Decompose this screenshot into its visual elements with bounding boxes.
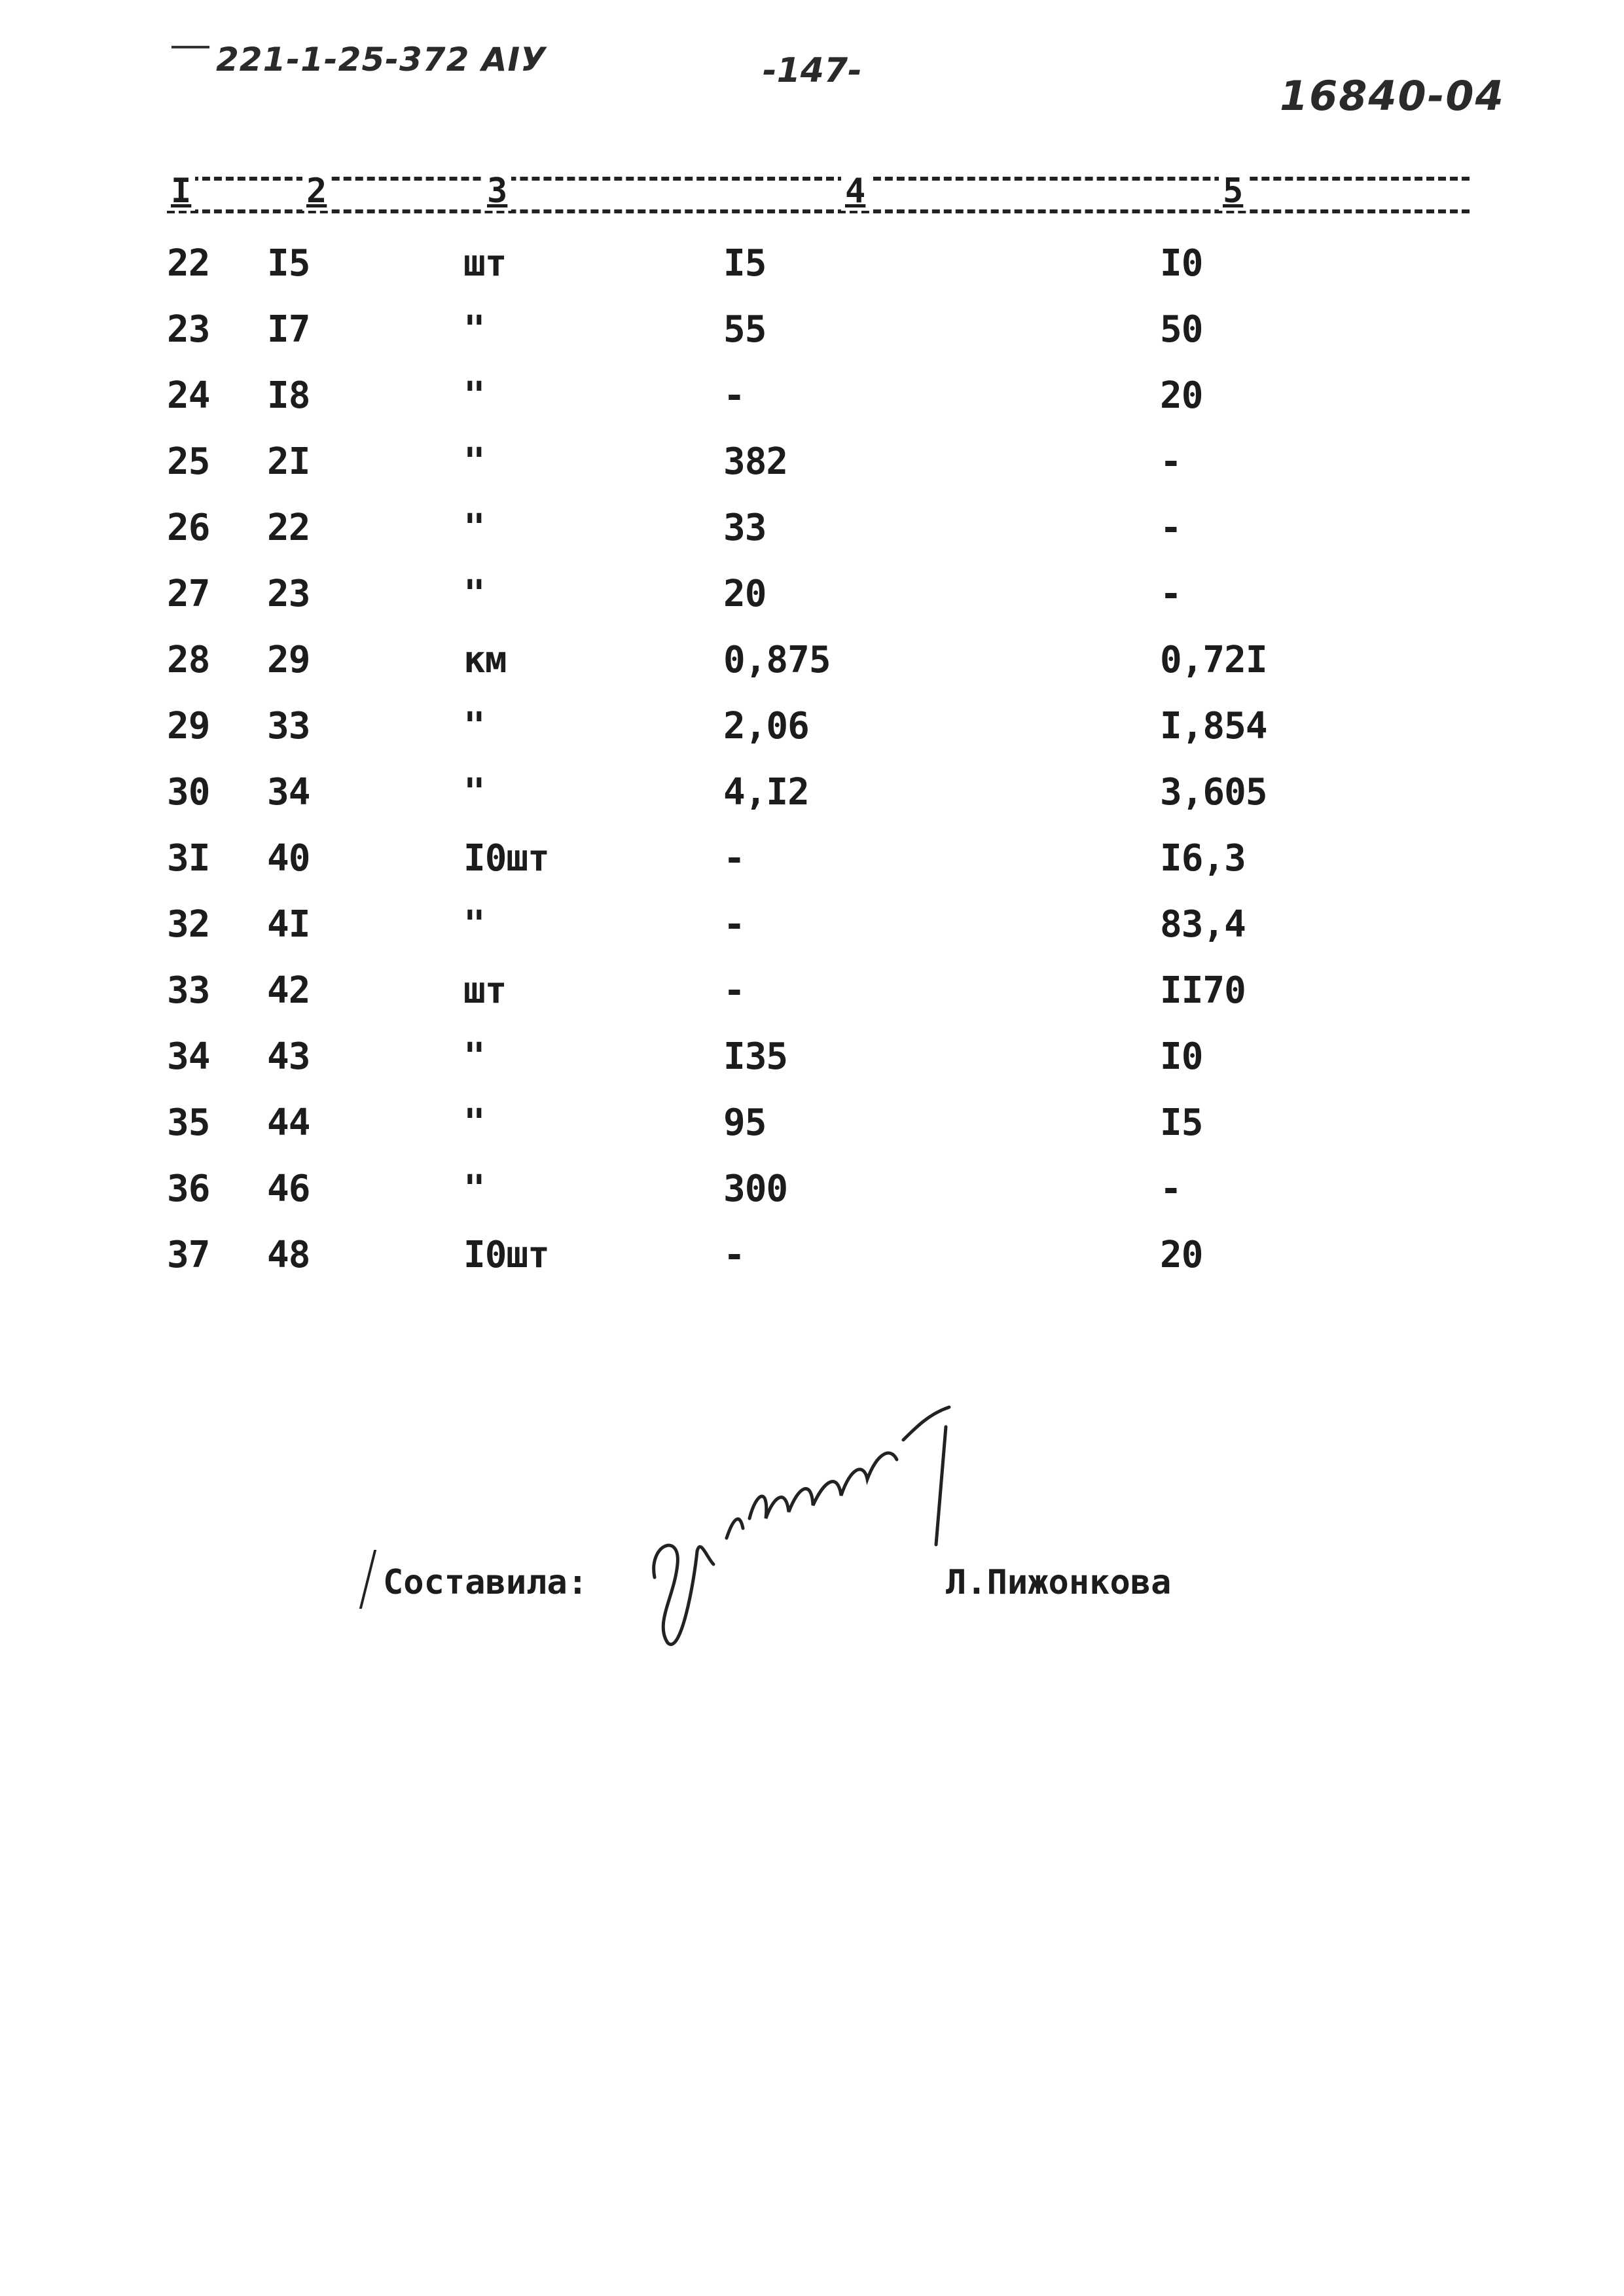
table-cell-col4: 20 <box>723 573 767 615</box>
header-rule-bottom <box>167 209 1470 213</box>
table-cell-col2: 42 <box>267 969 310 1012</box>
table-cell-col4: 33 <box>723 507 767 549</box>
table-cell-col4: 4,I2 <box>723 771 809 814</box>
table-cell-col4: - <box>723 1234 745 1276</box>
table-cell-col5: I0 <box>1160 1035 1203 1078</box>
compiled-by-label: Составила: <box>383 1563 588 1602</box>
column-header-1: I <box>167 171 195 211</box>
handwritten-signature <box>641 1388 1060 1662</box>
table-cell-col4: 382 <box>723 440 788 483</box>
table-cell-col1: 29 <box>167 705 210 747</box>
table-cell-col5: - <box>1160 1168 1182 1210</box>
column-header-3: 3 <box>483 171 511 211</box>
table-cell-col5: - <box>1160 507 1182 549</box>
column-header-2: 2 <box>302 171 331 211</box>
table-cell-col5: - <box>1160 573 1182 615</box>
table-cell-col1: 24 <box>167 374 210 417</box>
table-cell-col5: I0 <box>1160 242 1203 285</box>
table-cell-col2: 29 <box>267 639 310 681</box>
table-cell-col3: " <box>463 573 485 615</box>
table-cell-col1: 36 <box>167 1168 210 1210</box>
header-dash <box>171 46 209 48</box>
table-cell-col2: 40 <box>267 837 310 880</box>
table-cell-col4: I35 <box>723 1035 788 1078</box>
table-cell-col1: 35 <box>167 1102 210 1144</box>
table-cell-col2: 33 <box>267 705 310 747</box>
table-cell-col2: 2I <box>267 440 310 483</box>
table-cell-col5: I5 <box>1160 1102 1203 1144</box>
table-cell-col4: - <box>723 903 745 946</box>
table-cell-col4: - <box>723 837 745 880</box>
table-cell-col1: 34 <box>167 1035 210 1078</box>
table-cell-col3: " <box>463 308 485 351</box>
table-cell-col5: I,854 <box>1160 705 1267 747</box>
table-cell-col1: 25 <box>167 440 210 483</box>
table-cell-col3: " <box>463 903 485 946</box>
table-cell-col2: 43 <box>267 1035 310 1078</box>
table-cell-col3: " <box>463 1035 485 1078</box>
archive-number: 16840-04 <box>1280 72 1505 120</box>
compiler-name: Л.Пижонкова <box>946 1563 1172 1602</box>
column-header-5: 5 <box>1219 171 1247 211</box>
table-cell-col3: " <box>463 507 485 549</box>
slash-mark <box>359 1550 376 1609</box>
table-cell-col4: 0,875 <box>723 639 831 681</box>
table-cell-col2: 22 <box>267 507 310 549</box>
table-cell-col5: 50 <box>1160 308 1203 351</box>
table-cell-col1: 28 <box>167 639 210 681</box>
table-cell-col5: I6,3 <box>1160 837 1246 880</box>
table-cell-col3: км <box>463 639 507 681</box>
table-cell-col2: I8 <box>267 374 310 417</box>
table-cell-col4: I5 <box>723 242 767 285</box>
column-header-4: 4 <box>841 171 869 211</box>
table-cell-col1: 32 <box>167 903 210 946</box>
table-cell-col3: шт <box>463 969 507 1012</box>
table-cell-col5: II70 <box>1160 969 1246 1012</box>
table-cell-col3: " <box>463 1102 485 1144</box>
table-cell-col2: 23 <box>267 573 310 615</box>
table-cell-col5: - <box>1160 440 1182 483</box>
table-cell-col5: 20 <box>1160 1234 1203 1276</box>
table-cell-col3: I0шт <box>463 837 549 880</box>
table-cell-col1: 22 <box>167 242 210 285</box>
table-cell-col3: " <box>463 705 485 747</box>
table-cell-col5: 3,605 <box>1160 771 1267 814</box>
table-cell-col1: 3I <box>167 837 210 880</box>
table-cell-col2: 48 <box>267 1234 310 1276</box>
table-cell-col1: 37 <box>167 1234 210 1276</box>
table-cell-col3: " <box>463 374 485 417</box>
table-cell-col4: 300 <box>723 1168 788 1210</box>
header-rule-top <box>167 177 1470 181</box>
table-cell-col2: 44 <box>267 1102 310 1144</box>
table-cell-col2: 34 <box>267 771 310 814</box>
table-cell-col4: - <box>723 374 745 417</box>
table-cell-col1: 27 <box>167 573 210 615</box>
table-cell-col4: 2,06 <box>723 705 809 747</box>
table-cell-col3: " <box>463 440 485 483</box>
table-cell-col4: - <box>723 969 745 1012</box>
page-number: -147- <box>763 51 862 90</box>
table-cell-col3: I0шт <box>463 1234 549 1276</box>
table-cell-col2: I7 <box>267 308 310 351</box>
table-cell-col4: 55 <box>723 308 767 351</box>
table-cell-col3: " <box>463 1168 485 1210</box>
table-cell-col5: 0,72I <box>1160 639 1267 681</box>
table-cell-col1: 26 <box>167 507 210 549</box>
table-cell-col3: шт <box>463 242 507 285</box>
table-cell-col1: 30 <box>167 771 210 814</box>
table-cell-col1: 23 <box>167 308 210 351</box>
document-code: 221-1-25-372 АIУ <box>216 41 547 79</box>
table-cell-col5: 83,4 <box>1160 903 1246 946</box>
table-cell-col2: I5 <box>267 242 310 285</box>
table-cell-col3: " <box>463 771 485 814</box>
table-cell-col4: 95 <box>723 1102 767 1144</box>
table-cell-col2: 4I <box>267 903 310 946</box>
table-cell-col2: 46 <box>267 1168 310 1210</box>
table-cell-col5: 20 <box>1160 374 1203 417</box>
table-cell-col1: 33 <box>167 969 210 1012</box>
